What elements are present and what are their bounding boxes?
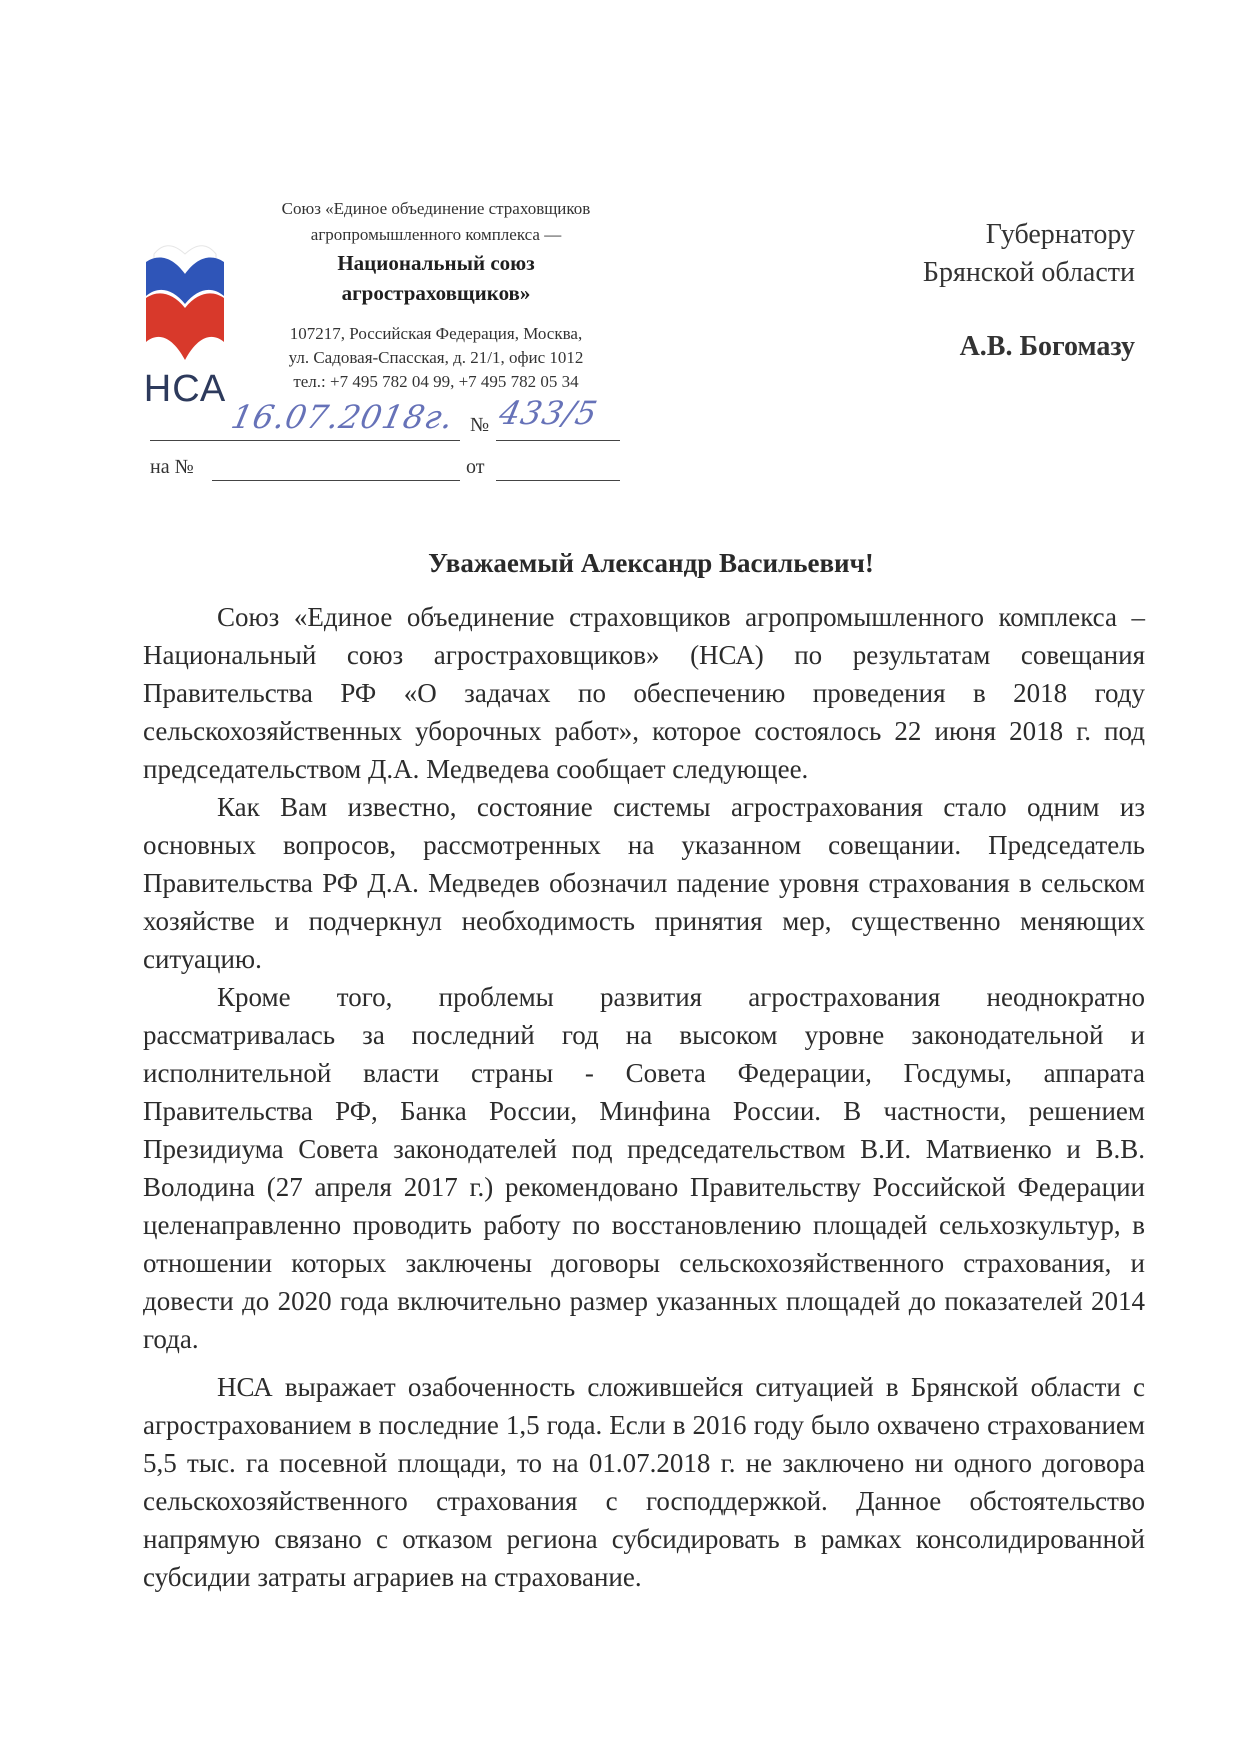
letter-body	[143, 598, 1145, 1596]
recipient-name: А.В. Богомазу	[959, 331, 1135, 362]
logo-emblem-icon	[140, 232, 230, 372]
salutation: Уважаемый Александр Васильевич!	[428, 548, 874, 578]
org-name-line-1: Союз «Единое объединение страховщиков	[281, 199, 591, 218]
org-address-line-2: ул. Садовая-Спасская, д. 21/1, офис 1012	[288, 348, 584, 367]
org-address-line-1: 107217, Российская Федерация, Москва,	[289, 324, 583, 343]
outgoing-date-line	[150, 440, 460, 441]
paragraph-4: НСА выражает озабоченность сложившейся ситуацией в Брянской области с агрострахованием в последние 1,5 года. Если в 2016 году было охвачено страхованием 5,5 тыс. га посевной площади, то на 01.07.2018 г. не заключено ни одного договора сельскохозяйственного страхования с господдержкой. Данное обстоятельство напрямую связано с отказом региона субсидировать в рамках консолидированной субсидии затраты аграриев на страхование.	[143, 1372, 1145, 1592]
org-name-bold-2: агростраховщиков»	[341, 281, 531, 305]
paragraph-1: Союз «Единое объединение страховщиков агропромышленного комплекса – Национальный союз агростраховщиков» (НСА) по результатам совещания Правительства РФ «О задачах по обеспечению проведения в 2018 году сельскохозяйственных уборочных работ», которое состоялось 22 июня 2018 г. под председательством Д.А. Медведева сообщает следующее.	[143, 602, 1145, 784]
org-name-line-2: агропромышленного комплекса —	[310, 225, 562, 244]
recipient-region: Брянской области	[922, 257, 1135, 288]
org-phones: тел.: +7 495 782 04 99, +7 495 782 05 34	[293, 372, 579, 391]
reference-date-label: от	[466, 456, 485, 478]
organization-logo	[140, 232, 230, 410]
reference-number-label: на №	[150, 456, 194, 478]
paragraph-3: Кроме того, проблемы развития агрострахования неоднократно рассматривалась за последний год на высоком уровне законодательной и исполнительной власти страны - Совета Федерации, Госдумы, аппарата Правительства РФ, Банка России, Минфина России. В частности, решением Президиума Совета законодателей под председательством В.И. Матвиенко и В.В. Володина (27 апреля 2017 г.) рекомендовано Правительству Российской Федерации целенаправленно проводить работу по восстановлению площадей сельхозкультур, в отношении которых заключены договоры сельскохозяйственного страхования, и довести до 2020 года включительно размер указанных площадей до показателей 2014 года.	[143, 982, 1145, 1354]
paragraph-2: Как Вам известно, состояние системы агрострахования стало одним из основных вопросов, рассмотренных на указанном совещании. Председатель Правительства РФ Д.А. Медведев обозначил падение уровня страхования в сельском хозяйстве и подчеркнул необходимость принятия мер, существенно меняющих ситуацию.	[143, 792, 1145, 974]
recipient-title: Губернатору	[985, 219, 1135, 250]
outgoing-number: 433/5	[495, 394, 602, 432]
org-name-bold-1: Национальный союз	[337, 251, 535, 275]
recipient-block	[923, 216, 1135, 366]
logo-abbreviation: НСА	[143, 368, 227, 410]
reference-registration	[150, 456, 620, 496]
outgoing-registration	[150, 394, 620, 446]
reference-number-line	[212, 480, 460, 481]
outgoing-number-line	[496, 440, 620, 441]
reference-date-line	[496, 480, 620, 481]
outgoing-date: 16.07.2018г.	[227, 398, 458, 436]
org-address	[240, 322, 632, 394]
organization-header	[240, 196, 632, 394]
outgoing-number-label: №	[470, 414, 490, 436]
